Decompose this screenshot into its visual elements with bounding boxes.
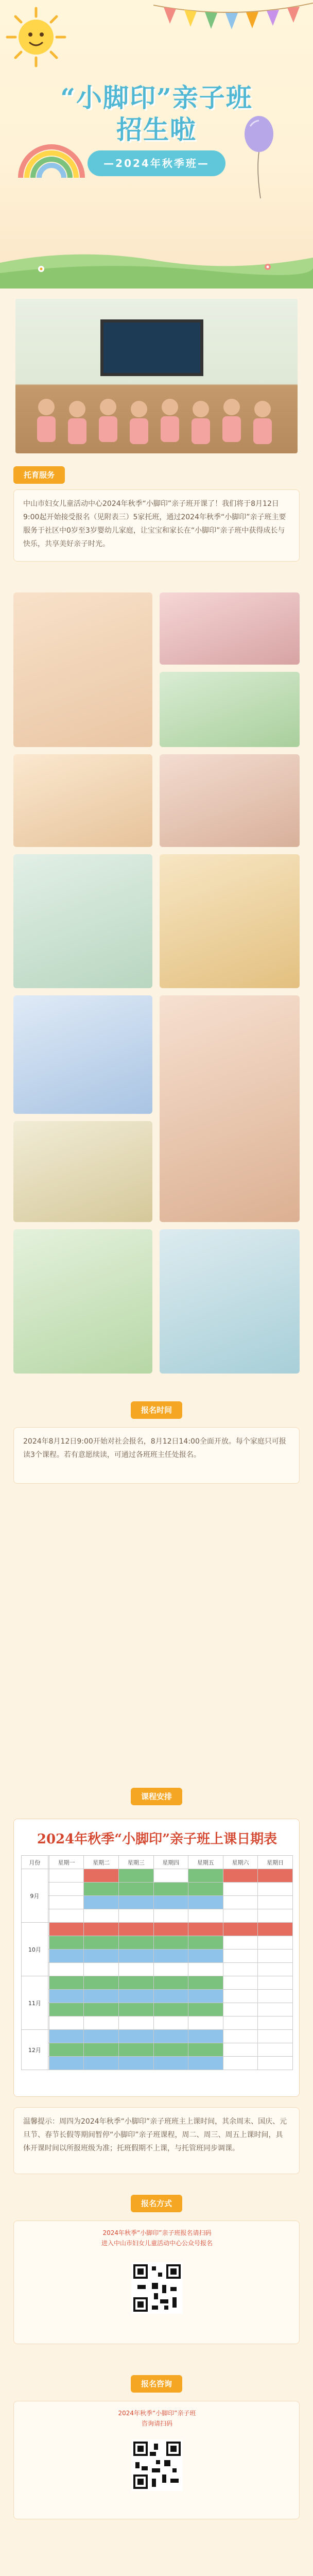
schedule-note: 温馨提示：周四为2024年秋季“小脚印”亲子班班主上课时间，其余周末、国庆、元旦节、春节长假等期间暂停“小脚印”亲子班课程，周二、周三、周五上课时间，具体开课时间以所报班级为准；托班假期不上课，与托管班同步调课。 xyxy=(13,2107,300,2174)
qr2-tag: 报名咨询 xyxy=(131,2375,182,2393)
qr1-line1: 2024年秋季“小脚印”亲子班报名请扫码 xyxy=(102,2229,212,2236)
hero-banner xyxy=(0,0,313,289)
gallery-photo xyxy=(13,754,152,847)
gallery-photo xyxy=(160,592,300,665)
gallery-photo xyxy=(160,754,300,847)
signup-tag: 报名时间 xyxy=(131,1401,182,1419)
gallery-photo xyxy=(160,995,300,1222)
qr2-line2: 咨询请扫码 xyxy=(141,2420,172,2427)
schedule-header-row: 月份 星期一 星期二 星期三 星期四 星期五 星期六 星期日 xyxy=(22,1856,293,1869)
qr2-card xyxy=(13,2401,300,2519)
bunting-decoration xyxy=(153,0,313,41)
gallery-photo xyxy=(13,854,152,988)
hero-title-line1: “小脚印”亲子班 xyxy=(60,82,253,113)
month-cell: 12月 xyxy=(22,2030,48,2070)
intro-tag: 托育服务 xyxy=(13,466,65,484)
intro-text: 中山市妇女儿童活动中心2024年秋季“小脚印”亲子班开课了！我们将于8月12日9:00起开始接受报名（见附表三）5家托班，通过2024年秋季“小脚印”亲子班主要服务于社区中0岁至3岁婴幼儿家庭，让宝宝和家长在“小脚印”亲子班中获得成长与快乐，共享美好亲子时光。 xyxy=(13,489,300,562)
qr-code-icon[interactable] xyxy=(131,2439,183,2491)
month-cell: 11月 xyxy=(22,1976,48,2030)
gallery-photo xyxy=(160,1229,300,1374)
photo-gallery xyxy=(13,592,300,1376)
hero-title-line2: 招生啦 xyxy=(116,114,197,145)
month-cell: 9月 xyxy=(22,1869,48,1923)
gallery-photo xyxy=(13,995,152,1114)
schedule-table xyxy=(21,1855,293,2070)
gallery-photo xyxy=(160,854,300,988)
qr1-line2: 进入中山市妇女儿童活动中心公众号报名 xyxy=(101,2240,213,2247)
classroom-photo xyxy=(15,299,298,453)
sun-icon xyxy=(5,6,67,68)
schedule-card xyxy=(13,1819,300,2097)
grass-decoration xyxy=(0,242,313,289)
balloon-icon xyxy=(241,113,277,201)
schedule-title: 2024年秋季“小脚印”亲子班上课日期表 xyxy=(37,1832,277,1847)
month-cell: 10月 xyxy=(22,1923,48,1976)
gallery-photo xyxy=(13,1229,152,1374)
qr1-card xyxy=(13,2221,300,2344)
season-pill: —2024年秋季班— xyxy=(88,150,225,176)
qr2-line1: 2024年秋季“小脚印”亲子班 xyxy=(118,2410,196,2417)
gallery-photo xyxy=(13,592,152,747)
qr-code-icon[interactable] xyxy=(131,2262,183,2314)
rainbow-decoration xyxy=(15,134,88,180)
signup-text: 2024年8月12日9:00开始对社会报名，8月12日14:00全面开放。每个家庭只可报读3个课程。若有意愿续读，可通过各班班主任处报名。 xyxy=(13,1427,300,1484)
gallery-photo xyxy=(13,1121,152,1222)
qr1-tag: 报名方式 xyxy=(131,2195,182,2212)
schedule-tag: 课程安排 xyxy=(131,1788,182,1805)
gallery-photo xyxy=(160,672,300,747)
